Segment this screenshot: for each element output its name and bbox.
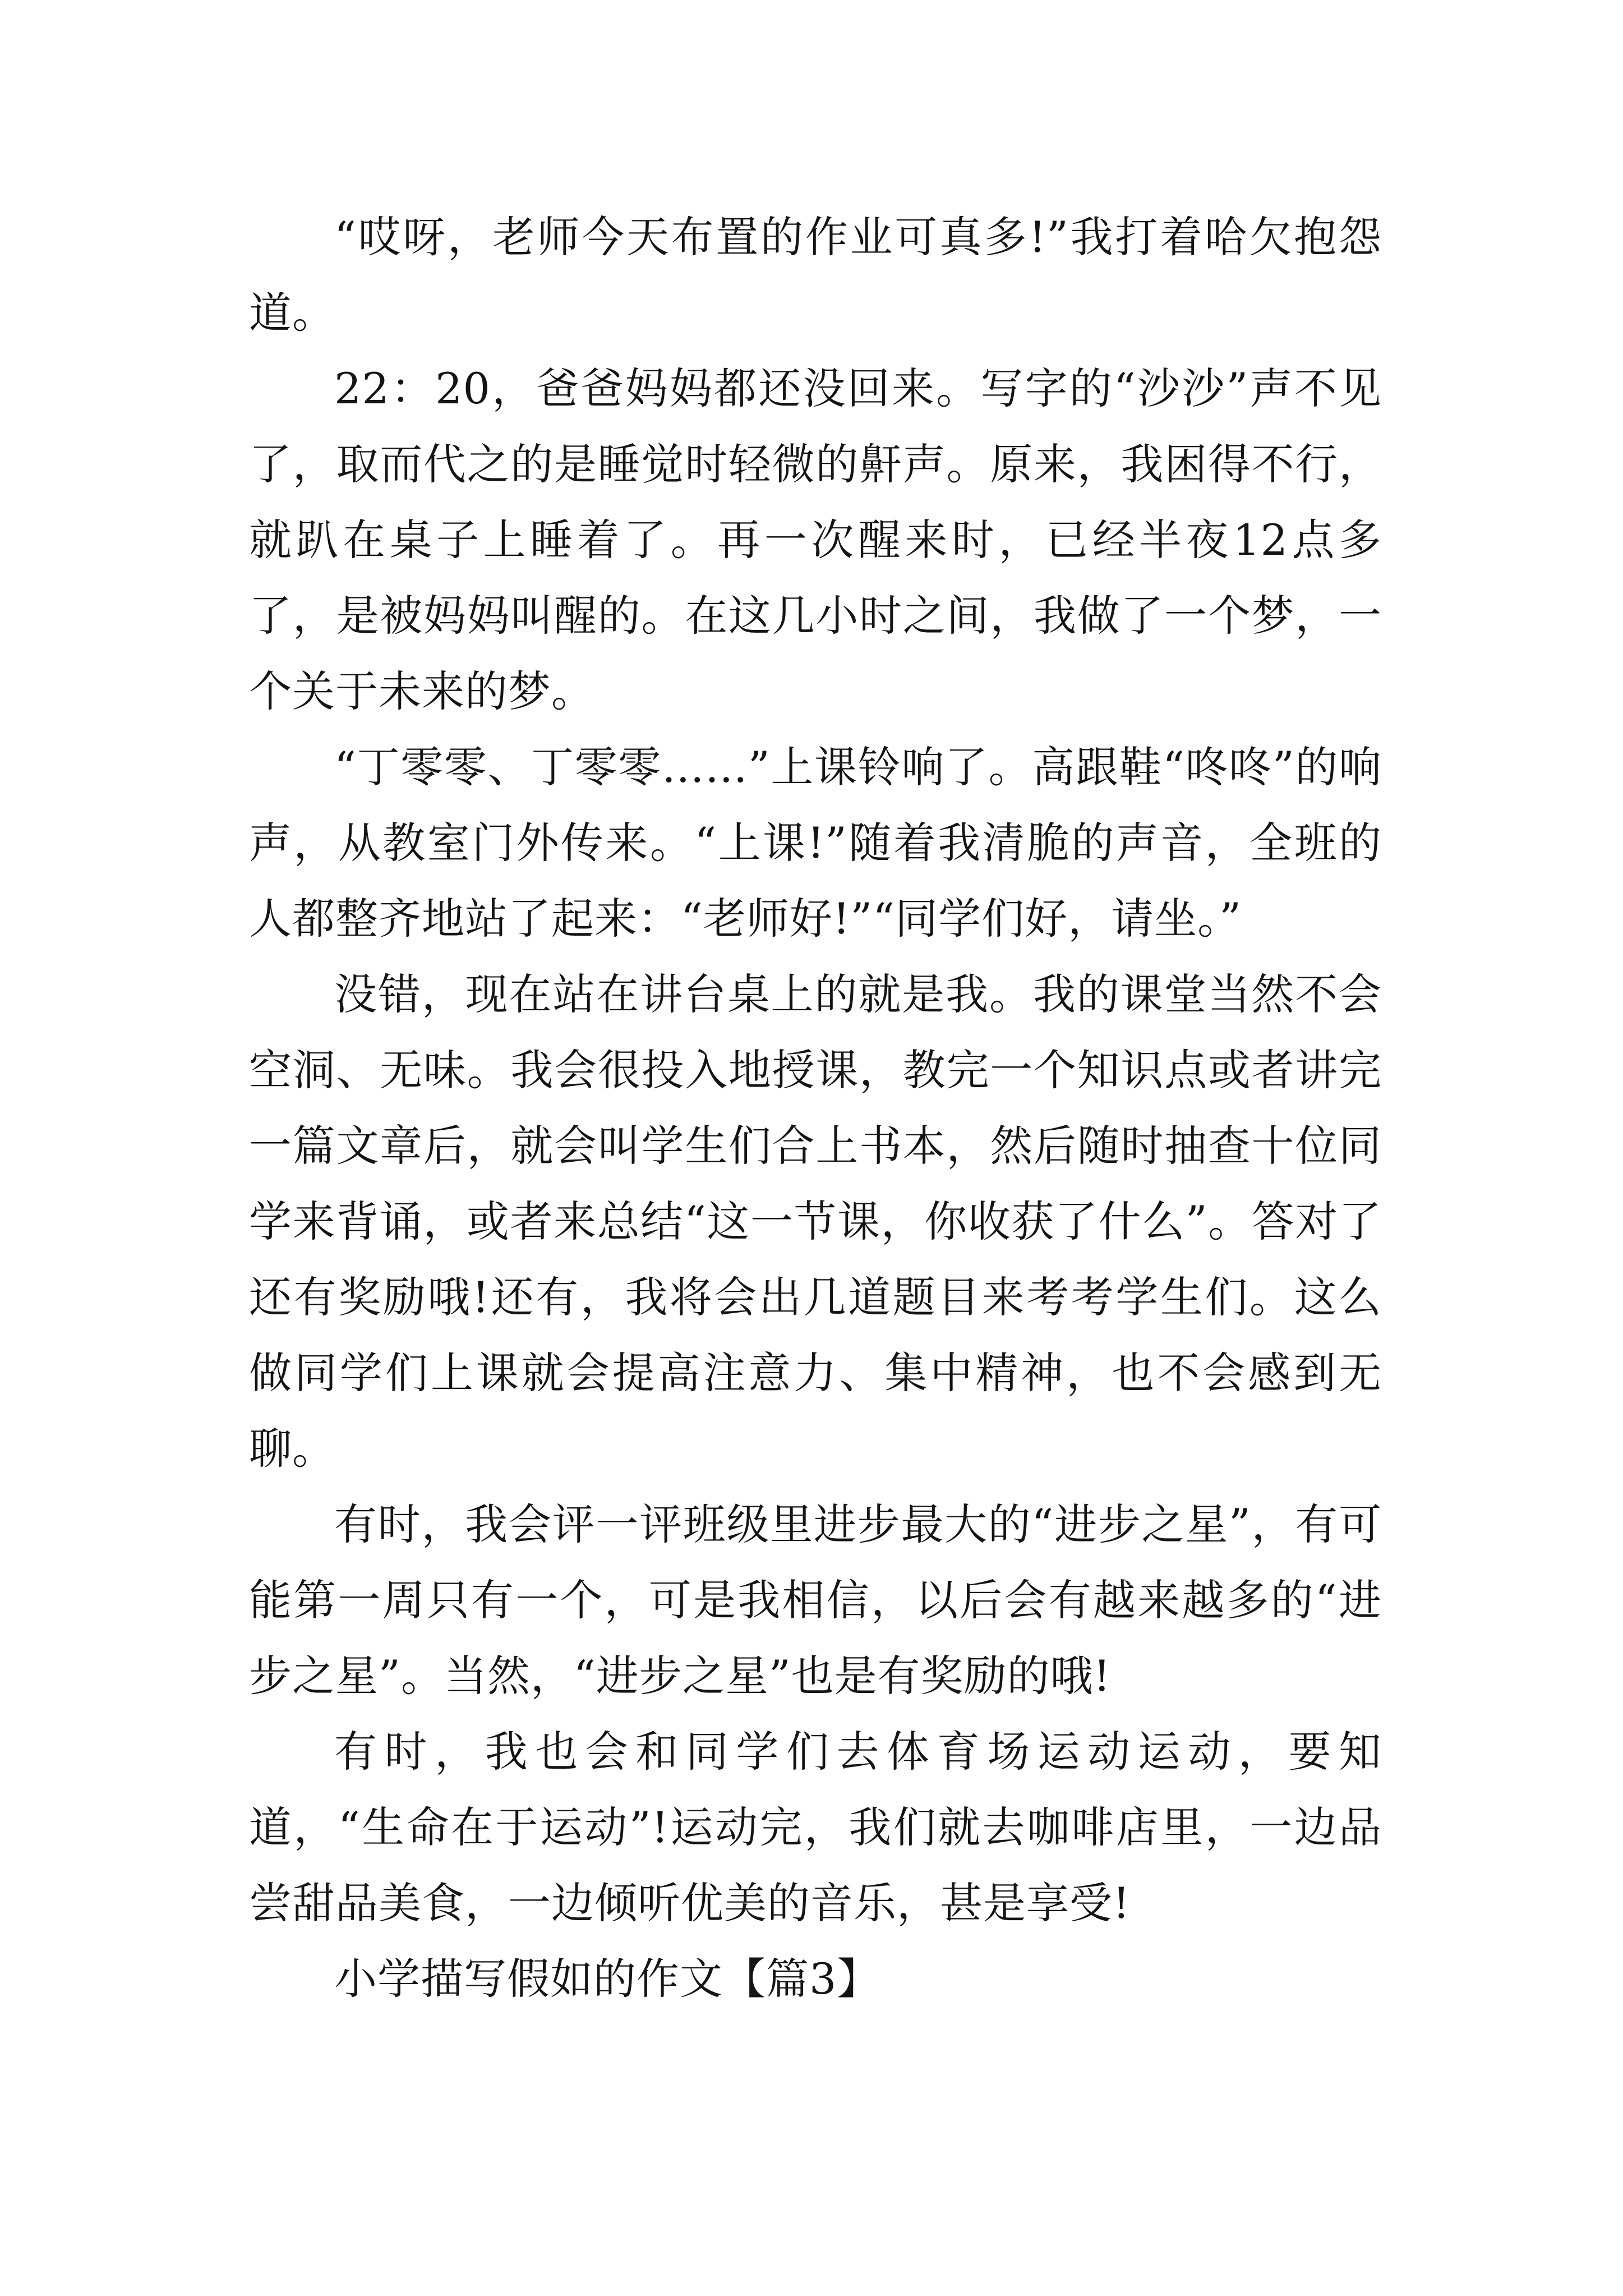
paragraph-3: “丁零零、丁零零……”上课铃响了。高跟鞋“咚咚”的响声，从教室门外传来。“上课!”随着我清脆的声音，全班的人都整齐地站了起来：“老师好!”“同学们好，请坐。” [249, 742, 1382, 944]
section-heading: 小学描写假如的作文【篇3】 [334, 1954, 880, 2004]
paragraph-5: 有时，我会评一评班级里进步最大的“进步之星”，有可能第一周只有一个，可是我相信，以后会有越来越多的“进步之星”。当然，“进步之星”也是有奖励的哦! [249, 1499, 1382, 1701]
document-body [249, 199, 1382, 2017]
paragraph-1: “哎呀，老师今天布置的作业可真多!”我打着哈欠抱怨道。 [249, 212, 1382, 338]
paragraph-6: 有时，我也会和同学们去体育场运动运动，要知道，“生命在于运动”!运动完，我们就去咖啡店里，一边品尝甜品美食，一边倾听优美的音乐，甚是享受! [249, 1727, 1382, 1928]
paragraph-4: 没错，现在站在讲台桌上的就是我。我的课堂当然不会空洞、无味。我会很投入地授课，教完一个知识点或者讲完一篇文章后，就会叫学生们合上书本，然后随时抽查十位同学来背诵，或者来总结“这一节课，你收获了什么”。答对了还有奖励哦!还有，我将会出几道题目来考考学生们。这么做同学们上课就会提高注意力、集中精神，也不会感到无聊。 [249, 969, 1382, 1474]
paragraph-2: 22：20，爸爸妈妈都还没回来。写字的“沙沙”声不见了，取而代之的是睡觉时轻微的鼾声。原来，我困得不行，就趴在桌子上睡着了。再一次醒来时，已经半夜12点多了，是被妈妈叫醒的。在这几小时之间，我做了一个梦，一个关于未来的梦。 [249, 364, 1382, 716]
